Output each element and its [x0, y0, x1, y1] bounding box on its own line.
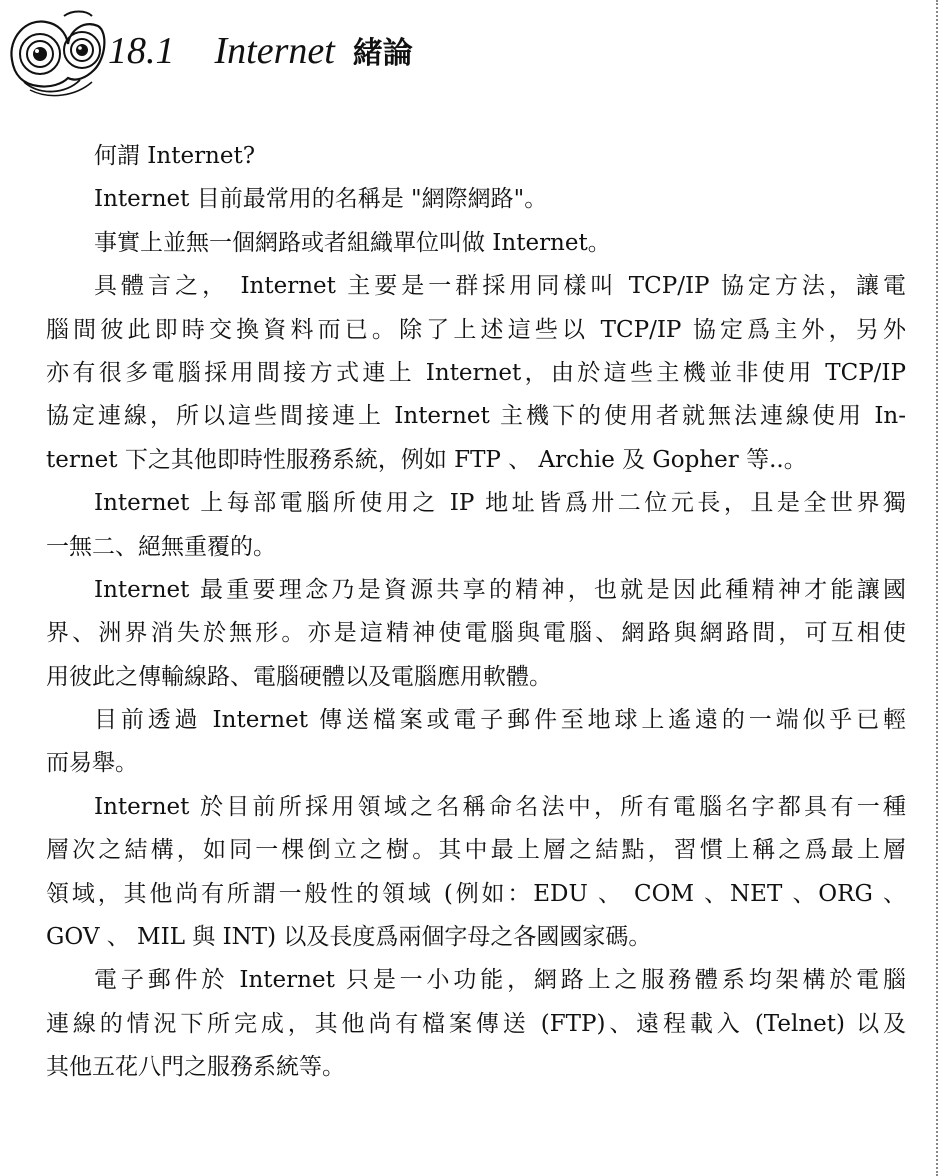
text-line: 界、洲界消失於無形。亦是這精神使電腦與電腦、網路與網路間，可互相使	[46, 620, 906, 647]
text-line: 其他五花八門之服務系統等。	[46, 1054, 345, 1081]
text-line: 何謂 Internet?	[94, 143, 256, 169]
text-line: GOV 、 MIL 與 INT) 以及長度爲兩個字母之各國國家碼。	[46, 924, 652, 951]
section-number: 18.1	[108, 30, 175, 72]
text-line: 領域，其他尚有所謂一般性的領域 (例如：EDU 、 COM 、NET 、ORG 、	[46, 880, 906, 907]
text-line: 電子郵件於 Internet 只是一小功能，網路上之服務體系均架構於電腦	[94, 967, 906, 994]
owl-eyes-icon	[6, 8, 110, 98]
text-line: 連線的情況下所完成，其他尚有檔案傳送 (FTP)、遠程載入 (Telnet) 以及	[46, 1010, 906, 1037]
page-edge-shadow	[936, 0, 944, 1176]
body-text	[46, 135, 906, 1090]
text-line: Internet 目前最常用的名稱是 "網際網路"。	[94, 186, 548, 213]
text-line: 亦有很多電腦採用間接方式連上 Internet，由於這些主機並非使用 TCP/IP	[46, 359, 906, 386]
text-line: 事實上並無一個網路或者組織單位叫做 Internet。	[94, 229, 611, 256]
text-line: 目前透過 Internet 傳送檔案或電子郵件至地球上遙遠的一端似乎已輕	[94, 707, 906, 734]
text-line: 一無二、絕無重覆的。	[46, 533, 276, 560]
text-line: 協定連線，所以這些間接連上 Internet 主機下的使用者就無法連線使用 In-	[46, 403, 906, 430]
section-heading	[6, 8, 706, 98]
text-line: 腦間彼此即時交換資料而已。除了上述這些以 TCP/IP 協定爲主外，另外	[46, 316, 906, 343]
section-title-en: Internet	[214, 30, 335, 72]
section-title-cjk: 緒論	[352, 36, 413, 71]
section-title	[108, 28, 413, 73]
text-line: 層次之結構，如同一棵倒立之樹。其中最上層之結點，習慣上稱之爲最上層	[46, 837, 906, 864]
text-line: 具體言之， Internet 主要是一群採用同樣叫 TCP/IP 協定方法，讓電	[94, 273, 906, 300]
text-line: Internet 最重要理念乃是資源共享的精神，也就是因此種精神才能讓國	[94, 576, 906, 603]
text-line: 用彼此之傳輸線路、電腦硬體以及電腦應用軟體。	[46, 663, 552, 690]
text-line: Internet 上每部電腦所使用之 IP 地址皆爲卅二位元長，且是全世界獨	[94, 490, 906, 517]
text-line: 而易舉。	[46, 750, 138, 777]
text-line: ternet 下之其他即時性服務系統，例如 FTP 、 Archie 及 Gopher 等..。	[46, 446, 807, 473]
text-line: Internet 於目前所採用領域之名稱命名法中，所有電腦名字都具有一種	[94, 793, 906, 820]
